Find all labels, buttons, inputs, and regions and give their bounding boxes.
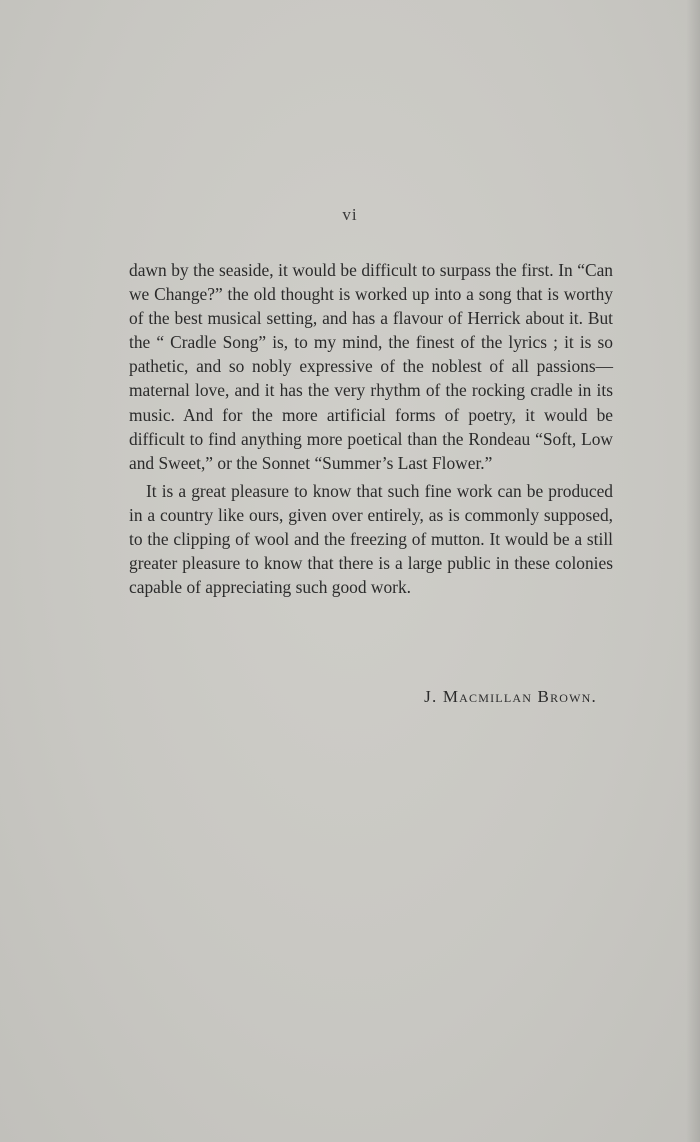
page-number: vi [342, 205, 358, 224]
paragraph-2: It is a great pleasure to know that such fine work can be produced in a country like ours, given over entirely, as is commonly supposed, to the clipping of wool and the freezing of mutton. It would be a still greater pleasure to know that there is a large public in these colonies capable of appreciating such good work. [129, 480, 613, 598]
page-edge-shadow [686, 0, 700, 1142]
paragraph-1: dawn by the seaside, it would be difficult to surpass the first. In “Can we Change?” the old thought is worked up into a song that is worthy of the best musical setting, and has a flavour of Herrick about it. But the “ Cradle Song” is, to my mind, the finest of the lyrics ; it is so pathetic, and so nobly expressive of the noblest of all passions—maternal love, and it has the very rhythm of the rocking cradle in its music. And for the more artificial forms of poetry, it would be difficult to find anything more poetical than the Rondeau “Soft, Low and Sweet,” or the Sonnet “Summer’s Last Flower.” [129, 260, 613, 473]
author-signature: J. Macmillan Brown. [424, 687, 597, 706]
body-text [129, 258, 613, 599]
